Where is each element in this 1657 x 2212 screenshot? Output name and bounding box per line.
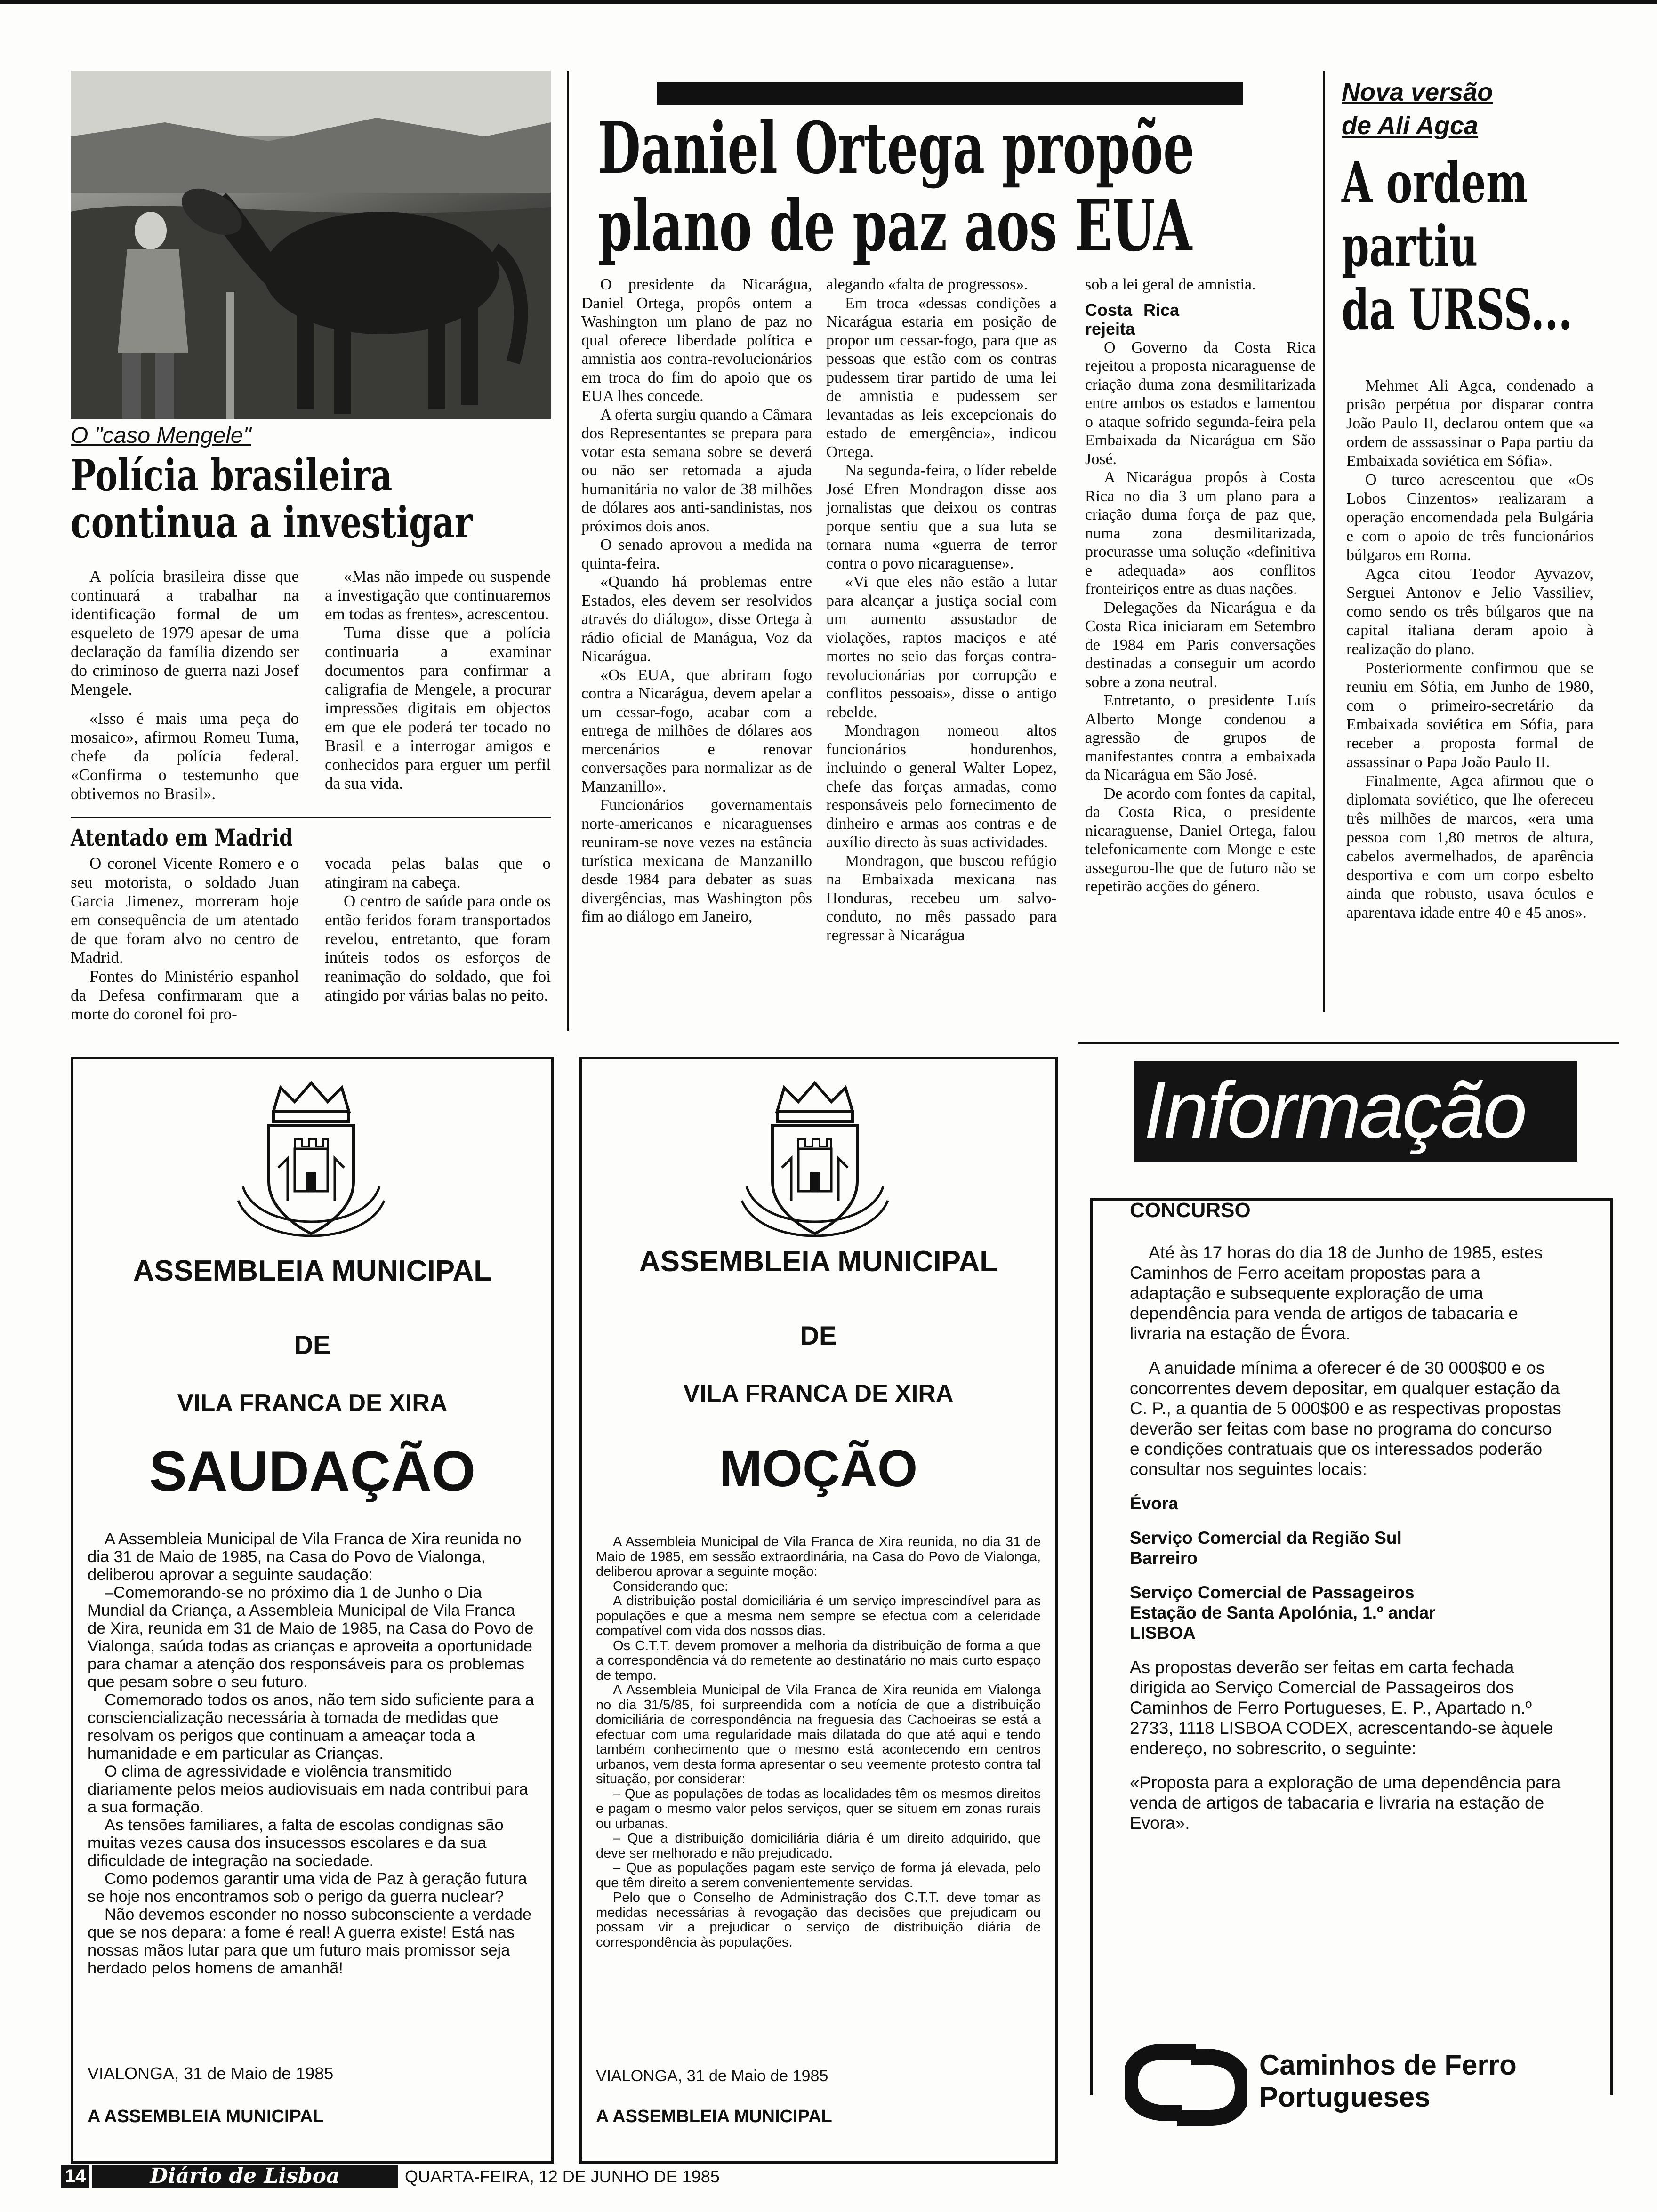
- ad-paragraph: Pelo que o Conselho de Administração dos C.T.T. deve tomar as medidas necessárias à revogação das decisões que prejudicam ou possam vir a prejudicar o serviço de distribuição diária de correspondência às populações.: [596, 1890, 1041, 1950]
- ortega-black-bar: [657, 82, 1243, 105]
- info-banner: [1134, 1061, 1577, 1162]
- madrid-column-2: [325, 854, 551, 1005]
- column-rule: [567, 71, 569, 1031]
- agca-paragraph: O turco acrescentou que «Os Lobos Cinzentos» realizaram a operação encomendada pela Bulgária e com o apoio de três funcionários búlgaros em Roma.: [1346, 471, 1593, 564]
- ad-paragraph: – Que as populações de todas as localidades têm os mesmos direitos e pagam o mesmo valor pelos serviços, quer se situem em zonas rurais ou urbanas.: [596, 1786, 1041, 1831]
- masthead: Diário de Lisboa: [150, 2164, 340, 2188]
- news-photo-horse: [71, 71, 551, 419]
- ad-paragraph: A Assembleia Municipal de Vila Franca de Xira reunida no dia 31 de Maio de 1985, na Casa do Povo de Vialonga, deliberou aprovar a seguinte saudação:: [88, 1530, 522, 1584]
- ad-body: [596, 1535, 1041, 1950]
- ad-paragraph: As tensões familiares, a falta de escolas condignas são muitas vezes causa dos insucessos escolares e da sua dificuldade de integração na sociedade.: [88, 1816, 504, 1870]
- ad-title-2: DE: [800, 1321, 837, 1350]
- ortega-paragraph: alegando «falta de progressos».: [826, 276, 1028, 293]
- madrid-paragraph: O centro de saúde para onde os então feridos foram transportados revelou, entretanto, que foram inúteis todos os esforços de reanimação do soldado, que foi atingido por várias balas no peito.: [325, 892, 551, 1004]
- ad-saudacao: [71, 1057, 554, 2164]
- madrid-headline: Atentado em Madrid: [71, 824, 293, 851]
- ortega-paragraph: «Vi que eles não estão a lutar para alcançar a justiça social com um aumento assustador de violações, raptos maciços e até mortes no seio das forças contra-revolucionárias por corrupção e conflitos pessoais», disse o antigo rebelde.: [826, 573, 1057, 721]
- ortega-paragraph: O presidente da Nicarágua, Daniel Ortega, propôs ontem a Washington um plano de paz no qual oferece liberdade política e amnistia aos contra-revolucionários em troca do fim do apoio que os EUA lhes concede.: [581, 276, 812, 405]
- mengele-paragraph: Tuma disse que a polícia continuaria a examinar documentos para confirmar a caligrafia de Mengele, a procurar impressões digitais em objectos em que ele poderá ter tocado no Brasil e a interrogar amigos e conhecidos para erguer um perfil da sua vida.: [325, 624, 551, 793]
- ortega-paragraph: Funcionários governamentais norte-americanos e nicaraguenses reuniram-se nove vezes na estância turística mexicana de Manzanillo desde 1984 para debater as suas divergências, mas Washington pôs fim ao diálogo em Janeiro,: [581, 796, 812, 925]
- ortega-paragraph: A Nicarágua propôs à Costa Rica no dia 3 um plano para a criação duma força de paz que, numa zona desmilitarizada, procurasse uma solução «definitiva e adequada» aos conflitos fronteiriços entre as duas nações.: [1085, 469, 1316, 598]
- info-paragraph: «Proposta para a exploração de uma dependência para venda de artigos de tabacaria e livraria na estação de Evora».: [1130, 1773, 1561, 1833]
- page-number: 14: [64, 2166, 86, 2187]
- ad-paragraph: Os C.T.T. devem promover a melhoria da distribuição de forma a que a correspondência vá do remetente ao destinatário no mais curto espaço de tempo.: [596, 1638, 1041, 1683]
- ad-paragraph: –Comemorando-se no próximo dia 1 de Junho o Dia Mundial da Criança, a Assembleia Municipal de Vila Franca de Xira, reunida em 31 de Maio de 1985, na Casa do Povo de Vialonga, saúda todas as crianças e aproveita a oportunidade para chamar a atenção dos responsáveis para os problemas que pesam sobre o seu futuro.: [88, 1584, 534, 1691]
- ortega-paragraph: Na segunda-feira, o líder rebelde José Efren Mondragon disse aos jornalistas que deixou os contras porque sentiu que a sua luta se tornara numa «guerra de terror contra o povo nicaraguense».: [826, 462, 1057, 572]
- ortega-paragraph: «Os EUA, que abriram fogo contra a Nicarágua, devem apelar a um cessar-fogo, acabar com a entrega de milhões de dólares aos mercenários e renovar conversações para normalizar as de Manzanillo».: [581, 666, 812, 795]
- agca-paragraph: Finalmente, Agca afirmou que o diplomata soviético, que lhe ofereceu três milhões de marcos, «era uma pessoa com 1,80 metros de altura, cabelos avermelhados, de aparência desportiva e com um corpo esbelto ainda que robusto, usava óculos e aparentava idade entre 40 e 45 anos».: [1346, 772, 1593, 922]
- ad-paragraph: O clima de agressividade e violência transmitido diariamente pelos meios audiovisuais em nada contribui para a sua formação.: [88, 1763, 528, 1816]
- ad-paragraph: Considerando que:: [613, 1579, 729, 1594]
- agca-kicker-line-1: Nova versão: [1342, 78, 1493, 106]
- ortega-column-3: [1085, 275, 1316, 896]
- ad-title-1: ASSEMBLEIA MUNICIPAL: [639, 1245, 998, 1278]
- info-heading: CONCURSO: [1130, 1199, 1251, 1222]
- ad-signature: A ASSEMBLEIA MUNICIPAL: [88, 2107, 324, 2126]
- info-location: Barreiro: [1130, 1548, 1198, 1568]
- agca-paragraph: Agca citou Teodor Ayvazov, Serguei Antonov e Jelio Vassiliev, como sendo os três búlgaros que na capital italiana deram apoio à realização do plano.: [1346, 565, 1593, 658]
- page-number-box: [61, 2165, 89, 2188]
- ad-title-3: VILA FRANCA DE XIRA: [683, 1380, 954, 1407]
- top-rule: [0, 0, 1657, 4]
- ad-heading: MOÇÃO: [719, 1440, 918, 1498]
- ad-signature: A ASSEMBLEIA MUNICIPAL: [596, 2107, 832, 2126]
- mengele-column-2: [325, 567, 551, 793]
- info-body: [1130, 1242, 1563, 1833]
- ortega-subhead: Costa Rica rejeita: [1085, 300, 1179, 338]
- agca-kicker-line-2: de Ali Agca: [1342, 112, 1479, 140]
- agca-body: [1346, 377, 1593, 922]
- municipal-seal-icon: [732, 1078, 897, 1252]
- ad-title-2: DE: [294, 1330, 331, 1360]
- info-banner-title: Informação: [1144, 1066, 1526, 1155]
- madrid-paragraph: vocada pelas balas que o atingiram na cabeça.: [325, 854, 551, 891]
- ortega-paragraph: O senado aprovou a medida na quinta-feira.: [581, 536, 812, 572]
- madrid-column-1: [71, 854, 299, 1024]
- ad-paragraph: A Assembleia Municipal de Vila Franca de Xira reunida em Vialonga no dia 31/5/85, foi surpreendida com a notícia de que a distribuição domiciliária de correspondência na freguesia das Cachoeiras se está a efectuar com uma regularidade mais dilatada do que até aqui e tendo também conhecimento que o mesmo está acontecendo em centros urbanos, vem desta forma apresentar o seu veemente protesto contra tal situação, por considerar:: [596, 1683, 1041, 1787]
- cp-logo-text-1: Caminhos de Ferro: [1259, 2049, 1517, 2081]
- madrid-paragraph: Fontes do Ministério espanhol da Defesa confirmaram que a morte do coronel foi pro-: [71, 967, 299, 1023]
- ortega-headline-line-2: plano de paz aos EUA: [598, 184, 1192, 267]
- agca-headline-line-3: da URSS...: [1342, 277, 1572, 343]
- ortega-column-2: [826, 275, 1057, 945]
- ad-heading: SAUDAÇÃO: [149, 1440, 476, 1503]
- info-location: Évora: [1130, 1494, 1178, 1513]
- ortega-paragraph: «Quando há problemas entre Estados, eles devem ser resolvidos através do diálogo», disse Ortega à rádio oficial de Manágua, Voz da Nicarágua.: [581, 573, 812, 665]
- ortega-paragraph: Delegações da Nicarágua e da Costa Rica iniciaram em Setembro de 1984 em Paris conversações destinadas a conseguir um acordo sobre a zona neutral.: [1085, 599, 1316, 691]
- ortega-paragraph: O Governo da Costa Rica rejeitou a proposta nicaraguense de criação duma zona desmilitarizada entre ambos os estados e lamentou o ataque sofrido segunda-feira pela Embaixada da Nicarágua em São José.: [1085, 338, 1316, 468]
- info-paragraph: A anuidade mínima a oferecer é de 30 000$00 e os concorrentes devem depositar, em qualquer estação da C. P., a quantia de 5 000$00 e as respectivas propostas deverão ser feitas com base no programa do concurso e condições contratuais que os interessados poderão consultar nos seguintes locais:: [1130, 1358, 1561, 1479]
- mengele-paragraph: «Mas não impede ou suspende a investigação que continuaremos em todas as frentes», acrescentou.: [325, 567, 551, 623]
- mengele-headline-line-1: Polícia brasileira: [71, 450, 393, 501]
- cp-logo-icon: [1125, 2043, 1247, 2127]
- info-location: Serviço Comercial de Passageiros: [1130, 1583, 1415, 1602]
- info-paragraph: As propostas deverão ser feitas em carta fechada dirigida ao Serviço Comercial de Passageiros dos Caminhos de Ferro Portugueses, E. P., Apartado n.º 2733, 1118 LISBOA CODEX, acrescentando-se àquele endereço, no sobrescrito, o seguinte:: [1130, 1658, 1553, 1758]
- agca-headline-line-2: partiu: [1342, 213, 1478, 280]
- footer-date: QUARTA-FEIRA, 12 DE JUNHO DE 1985: [405, 2167, 720, 2186]
- ad-body: [88, 1530, 537, 1977]
- mengele-paragraph: A polícia brasileira disse que continuará a trabalhar na identificação formal de um esqueleto de 1979 apesar de uma declaração da família dizendo ser do criminoso de guerra nazi Josef Mengele.: [71, 567, 299, 698]
- municipal-seal-icon: [229, 1078, 394, 1252]
- agca-paragraph: Posteriormente confirmou que se reuniu em Sófia, em Junho de 1980, com o primeiro-secretário da Embaixada soviética em Sófia, para receber a proposta formal de assassinar o Papa João Paulo II.: [1346, 659, 1593, 771]
- ad-mocao: [579, 1057, 1058, 2164]
- column-rule: [1323, 71, 1325, 1012]
- ortega-paragraph: sob a lei geral de amnistia.: [1085, 276, 1256, 293]
- ad-title-3: VILA FRANCA DE XIRA: [177, 1389, 448, 1417]
- mengele-paragraph: «Isso é mais uma peça do mosaico», afirmou Romeu Tuma, chefe da polícia federal. «Confirma o testemunho que obtivemos no Brasil».: [71, 709, 299, 803]
- ortega-paragraph: Em troca «dessas condições a Nicarágua estaria em posição de propor um cessar-fogo, para que as pessoas que estão com os contras pudessem tirar partido de uma lei de amnistia e pudessem ser levantadas as leis excepcionais do estado de emergência», indicou Ortega.: [826, 294, 1057, 461]
- ortega-paragraph: Mondragon, que buscou refúgio na Embaixada mexicana nas Honduras, recebeu um salvo-conduto, no mês passado para regressar à Nicarágua: [826, 852, 1057, 944]
- ad-paragraph: Não devemos esconder no nosso subconsciente a verdade que se nos depara: a fome é real! A guerra existe! Está nas nossas mãos lutar para que um futuro mais promissor seja herdado pelos homens de amanhã!: [88, 1906, 532, 1977]
- ortega-paragraph: Entretanto, o presidente Luís Alberto Monge condenou a agressão de grupos de manifestantes contra a embaixada da Nicarágua em São José.: [1085, 692, 1316, 784]
- mengele-column-1: [71, 567, 299, 803]
- masthead-box: [92, 2165, 398, 2188]
- ad-paragraph: Comemorado todos os anos, não tem sido suficiente para a consciencialização necessária à tomada de medidas que resolvam os perigos que continuam a ameaçar toda a humanidade e em particular as Crianças.: [88, 1691, 534, 1763]
- ad-paragraph: – Que as populações pagam este serviço de forma já elevada, pelo que têm direito a serem convenientemente servidas.: [596, 1860, 1041, 1891]
- agca-article: [1342, 78, 1624, 342]
- ad-cp-informacao: [1083, 1057, 1615, 2158]
- mengele-article: [71, 423, 551, 546]
- ad-paragraph: Como podemos garantir uma vida de Paz à geração futura se hoje nos encontramos sob o perigo da guerra nuclear?: [88, 1870, 527, 1906]
- horse-photo-illustration: [71, 71, 551, 419]
- section-divider: [1078, 1042, 1619, 1044]
- cp-logo-text-2: Portugueses: [1259, 2081, 1431, 2113]
- info-location: Estação de Santa Apolónia, 1.º andar: [1130, 1603, 1436, 1622]
- info-location: LISBOA: [1130, 1623, 1196, 1643]
- info-location: Serviço Comercial da Região Sul: [1130, 1528, 1402, 1547]
- madrid-paragraph: O coronel Vicente Romero e o seu motorista, o soldado Juan Garcia Jimenez, morreram hoje em consequência de um atentado de que foram alvo no centro de Madrid.: [71, 854, 299, 967]
- section-divider: [71, 817, 551, 818]
- agca-paragraph: Mehmet Ali Agca, condenado a prisão perpétua por disparar contra João Paulo II, declarou ontem que «a ordem de asssassinar o Papa partiu da Embaixada soviética em Sófia».: [1346, 377, 1593, 470]
- ad-title-1: ASSEMBLEIA MUNICIPAL: [133, 1255, 492, 1287]
- ad-paragraph: – Que a distribuição domiciliária diária é um direito adquirido, que deve ser melhorado e não prejudicado.: [596, 1831, 1041, 1861]
- ad-paragraph: A Assembleia Municipal de Vila Franca de Xira reunida, no dia 31 de Maio de 1985, em sessão extraordinária, na Casa do Povo de Vialonga, deliberou aprovar a seguinte moção:: [596, 1534, 1041, 1579]
- ortega-paragraph: A oferta surgiu quando a Câmara dos Representantes se prepara para votar esta semana sobre se deverá ou não ser retomada a ajuda humanitária no valor de 38 milhões de dólares aos anti-sandinistas, nos próximos dois anos.: [581, 406, 812, 535]
- info-paragraph: Até às 17 horas do dia 18 de Junho de 1985, estes Caminhos de Ferro aceitam propostas para a adaptação e subsequente exploração de uma dependência para venda de artigos de tabacaria e livraria na estação de Évora.: [1130, 1243, 1543, 1343]
- ortega-headline-line-1: Daniel Ortega propõe: [598, 107, 1195, 190]
- ortega-paragraph: Mondragon nomeou altos funcionários hondurenhos, incluindo o general Walter Lopez, chefe das forças armadas, como responsáveis pelo fornecimento de dinheiro e armas aos contras e de auxílio directo às suas actividades.: [826, 722, 1057, 851]
- ortega-column-1: [581, 275, 812, 926]
- ortega-paragraph: De acordo com fontes da capital, da Costa Rica, o presidente nicaraguense, Daniel Ortega, falou telefonicamente com Monge e este assegurou-lhe que de futuro não se repetirão acções do género.: [1085, 785, 1316, 895]
- mengele-headline-line-2: continua a investigar: [71, 497, 473, 548]
- ad-place-date: VIALONGA, 31 de Maio de 1985: [596, 2067, 828, 2085]
- ad-place-date: VIALONGA, 31 de Maio de 1985: [88, 2064, 334, 2083]
- mengele-kicker: O "caso Mengele": [71, 423, 251, 448]
- agca-headline-line-1: A ordem: [1342, 150, 1528, 216]
- ad-paragraph: A distribuição postal domiciliária é um serviço imprescindível para as populações e que a mesma nem sempre se efectua com a celeridade compatível com vida dos nossos dias.: [596, 1594, 1041, 1638]
